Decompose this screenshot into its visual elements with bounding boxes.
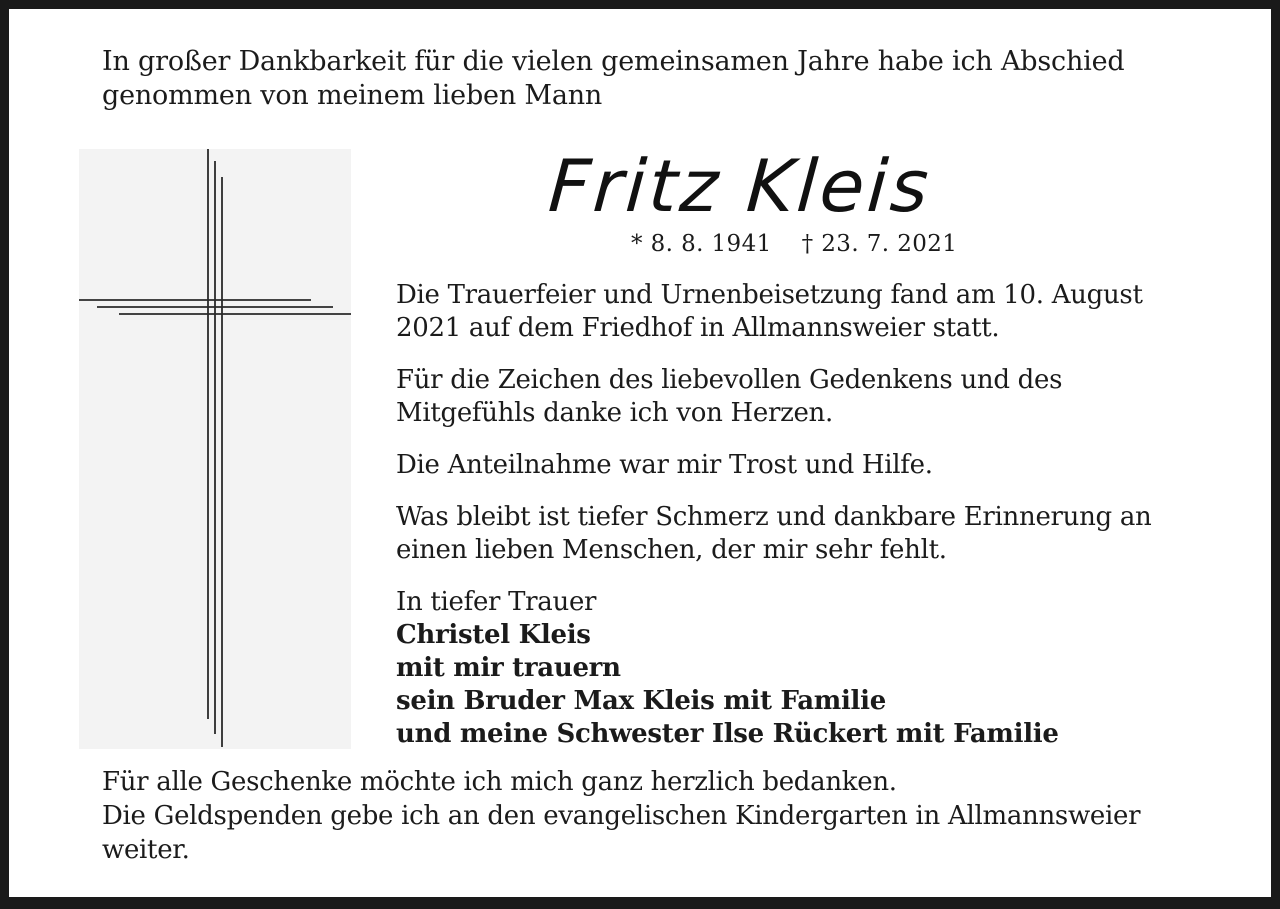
deceased-name: Fritz Kleis <box>546 144 934 228</box>
paragraph-ceremony <box>396 279 1196 345</box>
intro-line-2: genommen von meinem lieben Mann <box>102 80 603 111</box>
mourner-line: mit mir trauern <box>396 653 621 683</box>
birth-date: * 8. 8. 1941 <box>631 231 772 257</box>
text-line: Was bleibt ist tiefer Schmerz und dankbare Erinnerung an <box>396 502 1152 532</box>
text-line: 2021 auf dem Friedhof in Allmannsweier statt. <box>396 313 1000 343</box>
text-line: Für die Zeichen des liebevollen Gedenkens und des <box>396 365 1063 395</box>
obituary-notice <box>9 9 1271 897</box>
mourner-line: sein Bruder Max Kleis mit Familie <box>396 686 886 716</box>
paragraph-thanks <box>396 364 1196 430</box>
cross-icon <box>79 149 351 749</box>
intro-line-1: In großer Dankbarkeit für die vielen gemeinsamen Jahre habe ich Abschied <box>102 46 1125 77</box>
footer-line-2: Die Geldspenden gebe ich an den evangelischen Kindergarten in Allmannsweier <box>102 801 1141 831</box>
paragraph-memory <box>396 501 1196 567</box>
mourners-block <box>396 586 1196 751</box>
footer-line-1: Für alle Geschenke möchte ich mich ganz herzlich bedanken. <box>102 767 897 797</box>
life-dates <box>631 229 957 259</box>
footer-line-3: weiter. <box>102 835 190 865</box>
mourner-line: und meine Schwester Ilse Rückert mit Familie <box>396 719 1059 749</box>
mourners-heading: In tiefer Trauer <box>396 587 597 617</box>
text-line: Die Anteilnahme war mir Trost und Hilfe. <box>396 450 933 480</box>
paragraph-comfort <box>396 449 1196 482</box>
cross-panel <box>79 149 351 749</box>
mourner-line: Christel Kleis <box>396 620 591 650</box>
main-text <box>396 279 1196 751</box>
death-date: † 23. 7. 2021 <box>801 231 958 257</box>
intro-text <box>102 45 1182 113</box>
footer-text <box>102 765 1202 867</box>
text-line: einen lieben Menschen, der mir sehr fehlt. <box>396 535 947 565</box>
text-line: Mitgefühls danke ich von Herzen. <box>396 398 833 428</box>
text-line: Die Trauerfeier und Urnenbeisetzung fand am 10. August <box>396 280 1143 310</box>
